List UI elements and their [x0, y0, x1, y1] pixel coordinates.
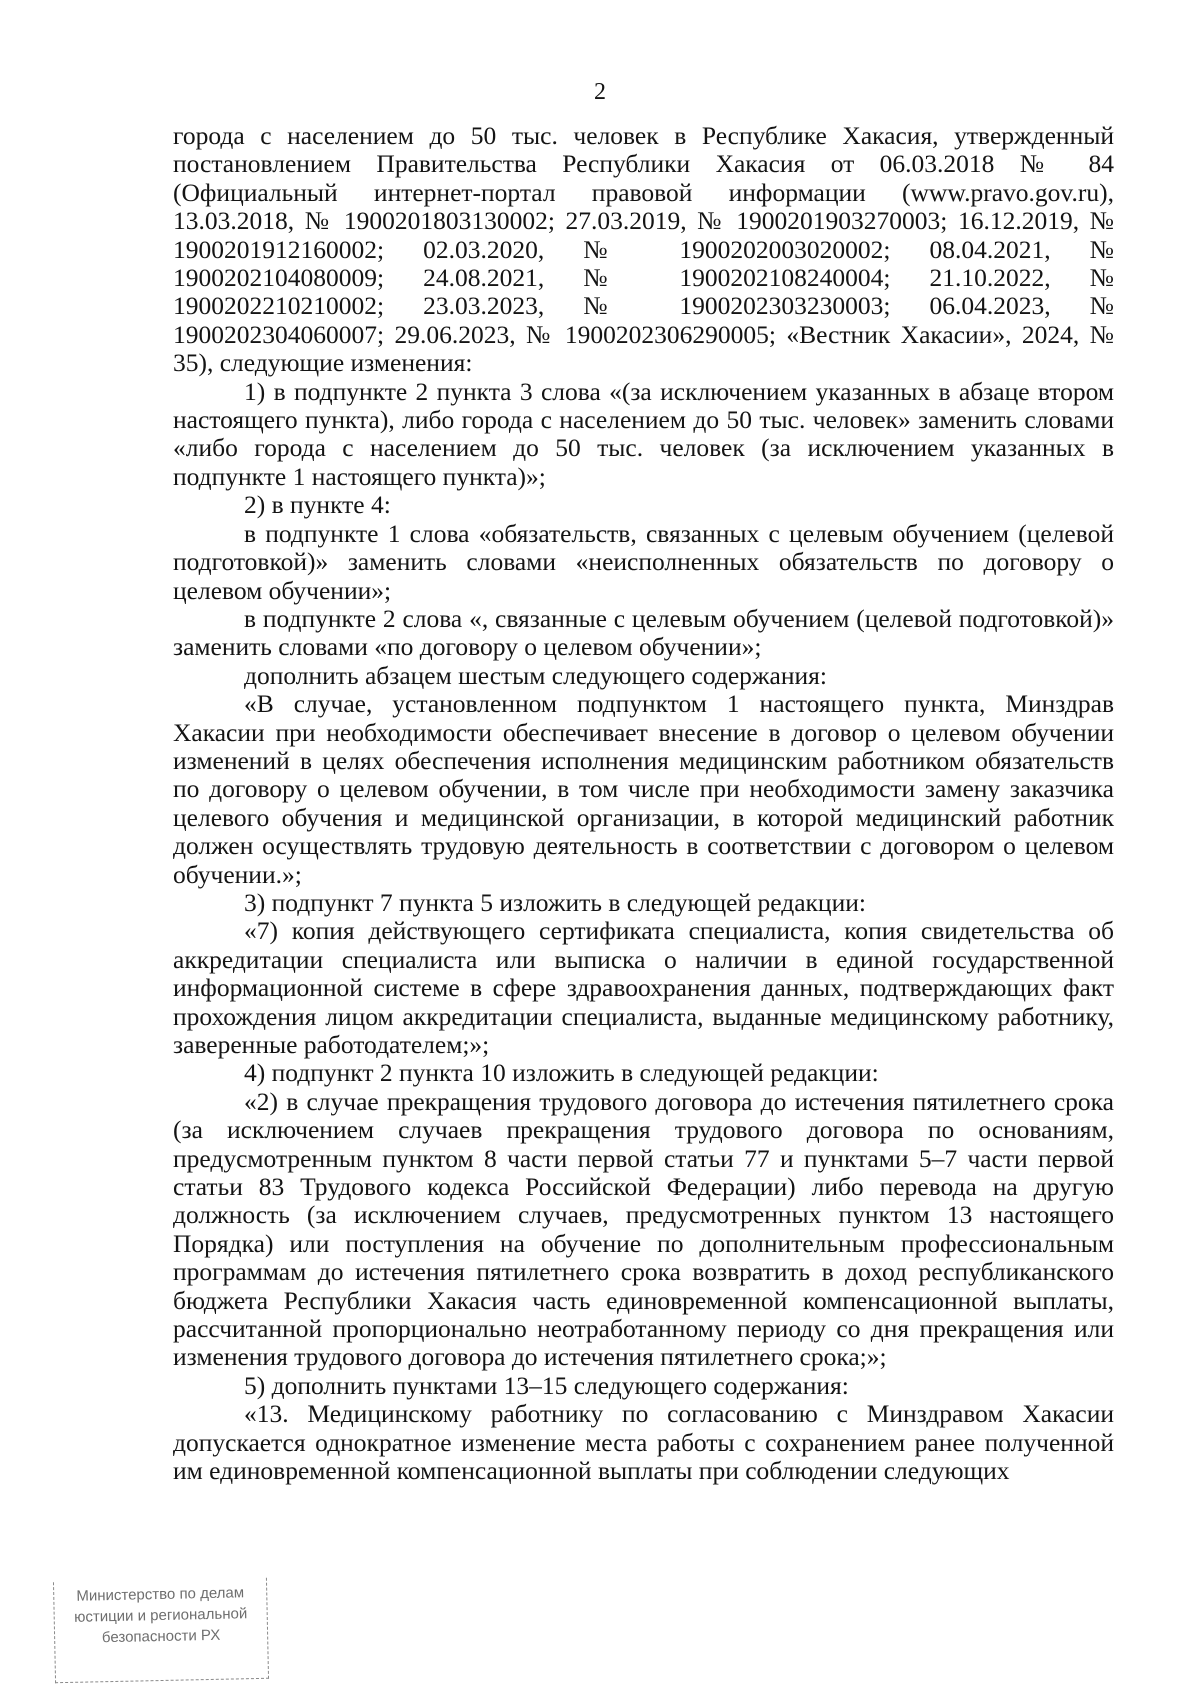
paragraph-item-4: 4) подпункт 2 пункта 10 изложить в следующей редакции:: [244, 1058, 879, 1088]
document-body: [173, 122, 1114, 1486]
paragraph-item-1: 1) в подпункте 2 пункта 3 слова «(за исключением указанных в абзаце втором настоящего пункта), либо города с населением до 50 тыс. человек» заменить словами «либо города с населением до 50 тыс. человек (за исключением указанных в подпункте 1 настоящего пункта)»;: [173, 376, 1114, 491]
paragraph-quote-1: «В случае, установленном подпунктом 1 настоящего пункта, Минздрав Хакасии при необходимости обеспечивает внесение в договор о целевом обучении изменений в целях обеспечения исполнения медицинским работником обязательств по договору о целевом обучении, в том числе при необходимости замену заказчика целевого обучения и медицинской организации, в которой медицинский работник должен осуществлять трудовую деятельность в соответствии с договором о целевом обучении.»;: [173, 689, 1114, 889]
paragraph-item-2: 2) в пункте 4:: [244, 490, 391, 520]
paragraph-subitem-1: в подпункте 1 слова «обязательств, связанных с целевым обучением (целевой подготовкой)» заменить словами «неисполненных обязательств по договору о целевом обучении»;: [173, 518, 1114, 605]
paragraph-item-3: 3) подпункт 7 пункта 5 изложить в следующей редакции:: [244, 887, 866, 917]
paragraph-subitem-2: в подпункте 2 слова «, связанные с целевым обучением (целевой подготовкой)» заменить словами «по договору о целевом обучении»;: [173, 603, 1114, 662]
paragraph-quote-2: «7) копия действующего сертификата специалиста, копия свидетельства об аккредитации специалиста или выписка о наличии в единой государственной информационной системе в сфере здравоохранения данных, подтверждающих факт прохождения лицом аккредитации специалиста, выданные медицинскому работнику, заверенные работодателем;»;: [173, 916, 1114, 1059]
registration-stamp: [53, 1578, 269, 1683]
paragraph-quote-4: «13. Медицинскому работнику по согласованию с Минздравом Хакасии допускается однократное изменение места работы с сохранением ранее полученной им единовременной компенсационной выплаты при соблюдении следующих: [173, 1399, 1114, 1486]
paragraph-quote-3: «2) в случае прекращения трудового договора до истечения пятилетнего срока (за исключением случаев прекращения трудового договора по основаниям, предусмотренным пунктом 8 части первой статьи 77 и пунктами 5–7 части первой статьи 83 Трудового кодекса Российской Федерации) либо перевода на другую должность (за исключением случаев, предусмотренных пунктом 13 настоящего Порядка) или поступления на обучение по дополнительным профессиональным программам до истечения пятилетнего срока возвратить в доход республиканского бюджета Республики Хакасия часть единовременной компенсационной выплаты, рассчитанной пропорционально неотработанному периоду со дня прекращения или изменения трудового договора до истечения пятилетнего срока;»;: [173, 1086, 1114, 1372]
page-number: 2: [594, 79, 606, 105]
paragraph-addition: дополнить абзацем шестым следующего содержания:: [244, 660, 827, 690]
stamp-line-1: Министерство по делам: [76, 1584, 245, 1605]
paragraph-intro: города с населением до 50 тыс. человек в Республике Хакасия, утвержденный постановлением Правительства Республики Хакасия от 06.03.2018 № 84 (Официальный интернет-портал правовой информации (www.pravo.gov.ru), 13.03.2018, № 1900201803130002; 27.03.2019, № 1900201903270003; 16.12.2019, № 1900201912160002; 02.03.2020, № 1900202003020002; 08.04.2021, № 1900202104080009; 24.08.2021, № 1900202108240004; 21.10.2022, № 1900202210210002; 23.03.2023, № 1900202303230003; 06.04.2023, № 1900202304060007; 29.06.2023, № 1900202306290005; «Вестник Хакасии», 2024, № 35), следующие изменения:: [173, 121, 1114, 378]
stamp-line-2: юстиции и региональной: [73, 1605, 248, 1626]
paragraph-item-5: 5) дополнить пунктами 13–15 следующего содержания:: [244, 1370, 849, 1400]
stamp-line-3: безопасности РХ: [101, 1626, 221, 1647]
